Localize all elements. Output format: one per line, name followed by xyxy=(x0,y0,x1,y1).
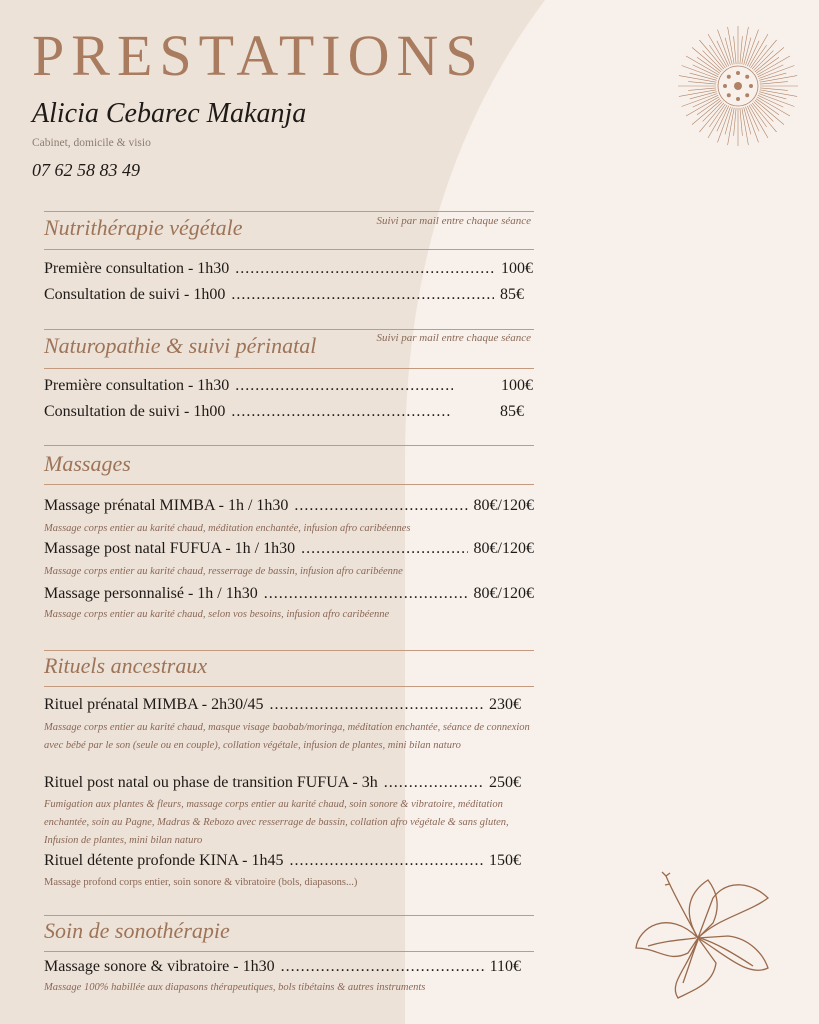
price-row xyxy=(44,696,521,714)
service-description: Massage corps entier au karité chaud, selon vos besoins, infusion afro caribéenne xyxy=(44,609,390,620)
price-row xyxy=(44,286,524,304)
divider xyxy=(44,329,534,330)
service-label: Rituel détente profonde KINA - 1h45 xyxy=(44,852,284,869)
price-row xyxy=(44,497,534,515)
divider xyxy=(44,368,534,369)
service-price: 85€ xyxy=(500,403,524,420)
service-description: Massage profond corps entier, soin sonore & vibratoire (bols, diapasons...) xyxy=(44,877,358,888)
locations-subtitle: Cabinet, domicile & visio xyxy=(32,137,151,149)
service-price: 110€ xyxy=(489,958,521,975)
service-price: 80€/120€ xyxy=(473,497,534,514)
service-description: Massage corps entier au karité chaud, resserrage de bassin, infusion afro caribéenne xyxy=(44,566,403,577)
leader-dots xyxy=(290,852,484,870)
service-label: Massage sonore & vibratoire - 1h30 xyxy=(44,958,275,975)
section-title: Naturopathie & suivi périnatal xyxy=(44,333,317,358)
service-price: 80€/120€ xyxy=(473,585,534,602)
service-price: 100€ xyxy=(501,260,533,277)
section-title: Nutrithérapie végétale xyxy=(44,215,243,240)
divider xyxy=(44,445,534,446)
service-price: 85€ xyxy=(500,286,524,303)
service-label: Rituel prénatal MIMBA - 2h30/45 xyxy=(44,696,264,713)
service-label: Première consultation - 1h30 xyxy=(44,260,230,277)
divider xyxy=(44,686,534,687)
section-title: Massages xyxy=(44,451,131,476)
service-label: Massage personnalisé - 1h / 1h30 xyxy=(44,585,258,602)
service-description: Massage corps entier au karité chaud, masque visage baobab/moringa, méditation enchantée, séance de connexion avec bébé par le son (seule ou en couple), collation végétale, infusion de plantes, mini bilan naturo xyxy=(44,722,530,751)
service-label: Massage prénatal MIMBA - 1h / 1h30 xyxy=(44,497,289,514)
service-price: 100€ xyxy=(501,377,533,394)
leader-dots xyxy=(235,260,495,278)
service-label: Consultation de suivi - 1h00 xyxy=(44,403,226,420)
service-label: Consultation de suivi - 1h00 xyxy=(44,286,226,303)
service-label: Première consultation - 1h30 xyxy=(44,377,230,394)
service-price: 80€/120€ xyxy=(473,540,534,557)
leader-dots xyxy=(264,585,468,603)
price-row xyxy=(44,958,521,976)
service-price: 250€ xyxy=(489,774,521,791)
service-description: Massage 100% habillée aux diapasons thérapeutiques, bols tibétains & autres instruments xyxy=(44,982,426,993)
price-row xyxy=(44,540,534,558)
service-label: Rituel post natal ou phase de transition FUFUA - 3h xyxy=(44,774,378,791)
service-description: Massage corps entier au karité chaud, méditation enchantée, infusion afro caribéennes xyxy=(44,523,411,534)
service-description: Fumigation aux plantes & fleurs, massage corps entier au karité chaud, soin sonore & vibratoire, méditation enchantée, soin au Pagne, Madras & Rebozo avec resserrage de bassin, collation afro végétale & sans gluten, Infusion de plantes, mini bilan naturo xyxy=(44,799,509,846)
price-row xyxy=(44,774,521,792)
divider xyxy=(44,951,534,952)
price-row xyxy=(44,585,534,603)
divider xyxy=(44,650,534,651)
phone-number: 07 62 58 83 49 xyxy=(32,160,140,180)
page-title: PRESTATIONS xyxy=(32,23,485,88)
price-row xyxy=(44,260,533,278)
leader-dots xyxy=(231,286,494,304)
price-row xyxy=(44,403,524,421)
leader-dots xyxy=(281,958,484,976)
leader-dots xyxy=(231,403,452,421)
leader-dots xyxy=(301,540,467,558)
divider xyxy=(44,915,534,916)
hibiscus-flower-icon xyxy=(628,868,778,1003)
price-row xyxy=(44,852,521,870)
service-price: 150€ xyxy=(489,852,521,869)
section-title: Rituels ancestraux xyxy=(44,653,208,678)
sun-moon-icon xyxy=(676,24,800,148)
divider xyxy=(44,211,534,212)
practitioner-name: Alicia Cebarec Makanja xyxy=(32,98,307,129)
leader-dots xyxy=(235,377,453,395)
service-label: Massage post natal FUFUA - 1h / 1h30 xyxy=(44,540,296,557)
divider xyxy=(44,249,534,250)
service-price: 230€ xyxy=(489,696,521,713)
section-title: Soin de sonothérapie xyxy=(44,918,230,943)
price-row xyxy=(44,377,533,395)
leader-dots xyxy=(270,696,483,714)
leader-dots xyxy=(294,497,467,515)
divider xyxy=(44,484,534,485)
section-note: Suivi par mail entre chaque séance xyxy=(376,332,531,344)
section-note: Suivi par mail entre chaque séance xyxy=(376,215,531,227)
leader-dots xyxy=(384,774,483,792)
